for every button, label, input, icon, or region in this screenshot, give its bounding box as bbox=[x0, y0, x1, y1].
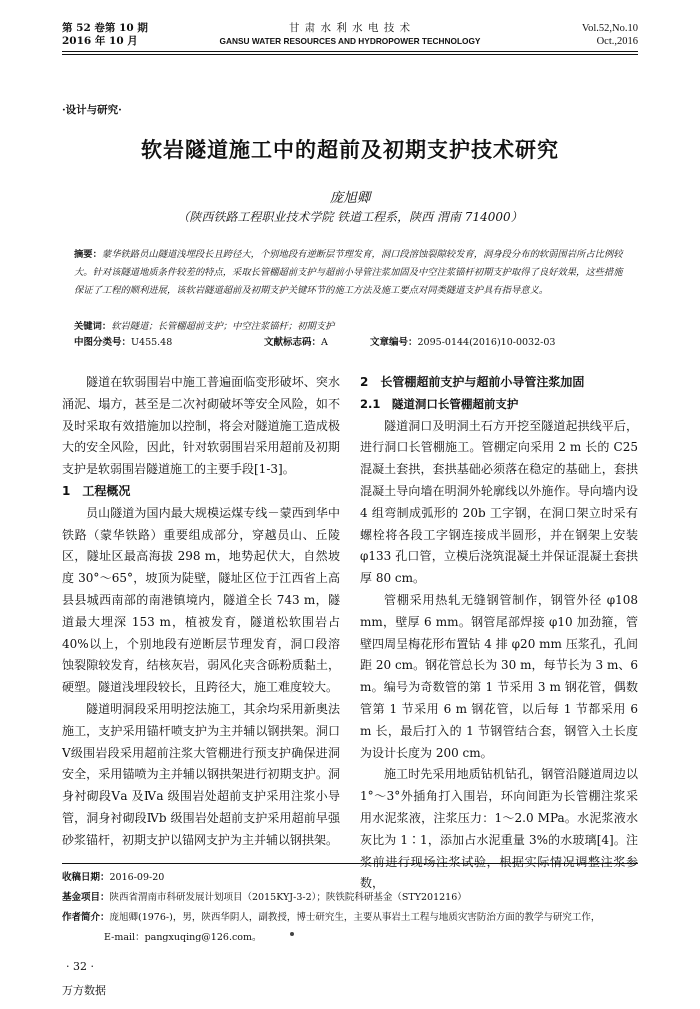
overview-paragraph: 员山隧道为国内最大规模运煤专线－蒙西到华中铁路（蒙华铁路）重要组成部分，穿越员山、丘陵区，隧址区最高海拔 298 m，地势起伏大，自然坡度 30°～65°，坡顶为陡壁，隧址区位于江西省上高县县城西南部的南港镇境内，隧道全长 743 m，隧道最大埋深 153 m，植被发育，隧道松软围岩占 40%以上，个别地段有逆断层节理发育，洞口段溶蚀裂隙较发育，结核灰岩，弱风化夹含砾粉质黏土，硬塑。隧道浅埋段较长，且跨径大，施工难度较大。 bbox=[62, 505, 340, 695]
header-rule bbox=[62, 51, 638, 52]
article-meta bbox=[74, 336, 630, 350]
body-right-column bbox=[360, 372, 638, 895]
doc-code-label: 文献标志码： bbox=[264, 337, 322, 348]
header-center bbox=[200, 22, 500, 48]
doc-code-value: A bbox=[321, 337, 328, 348]
author-bio-value: 庞旭卿(1976-)，男，陕西华阴人，副教授，博士研究生，主要从事岩土工程与地质灾害防治方面的教学与研究工作， bbox=[109, 912, 601, 923]
header-vol-en: Vol.52,No.10 bbox=[581, 23, 638, 34]
watermark-text: 万方数据 bbox=[62, 984, 106, 997]
intro-paragraph: 隧道在软弱围岩中施工普遍面临变形破坏、突水涌泥、塌方，甚至是二次衬砌破坏等安全风险，如不及时采取有效措施加以控制，将会对隧道施工造成极大的安全风险，因此，针对软弱围岩采用超前及初期支护是软弱围岩隧道施工的主要手段[1-3]。 bbox=[62, 375, 340, 477]
clc-value: U455.48 bbox=[131, 337, 173, 348]
author-bio-label: 作者简介： bbox=[62, 912, 110, 923]
paper-author: 庞旭卿 bbox=[329, 190, 371, 206]
abstract bbox=[74, 246, 630, 299]
clc-label: 中图分类号： bbox=[74, 337, 132, 348]
header-right bbox=[582, 22, 638, 48]
received-value: 2016-09-20 bbox=[109, 872, 165, 883]
section-heading-2: 2 长管棚超前支护与超前小导管注浆加固 bbox=[360, 375, 585, 389]
abstract-label: 摘要： bbox=[74, 249, 102, 260]
keywords-label: 关键词： bbox=[74, 321, 112, 332]
page-number: · 32 · bbox=[66, 960, 94, 973]
abstract-text: 蒙华铁路员山隧道浅埋段长且跨径大，个别地段有逆断层节理发育，洞口段溶蚀裂隙较发育，洞身段分布的软弱围岩所占比例较大。针对该隧道地质条件较差的特点，采取长管棚超前支护与超前小导管注浆加固及中空注浆锚杆初期支护取得了良好效果，这些措施保证了工程的顺利进展，该软岩隧道超前及初期支护关键环节的施工方法及施工要点对同类隧道支护具有指导意义。 bbox=[74, 249, 623, 296]
fund-line bbox=[62, 888, 638, 908]
email-line: E-mail：pangxuqing@126.com。 bbox=[104, 932, 262, 943]
section-tag: ·设计与研究· bbox=[62, 104, 122, 116]
header-date-en: Oct.,2016 bbox=[596, 36, 638, 47]
pipe-roof-paragraph-1: 隧道洞口及明洞土石方开挖至隧道起拱线平后，进行洞口长管棚施工。管棚定向采用 2 m 长的 C25 混凝土套拱，套拱基础必须落在稳定的基础上，套拱混凝土导向墙在明洞外轮廓线以外施作。导向墙内设 4 组弯制成弧形的 20b 工字钢，在洞口架立时采有螺栓将各段工字钢连接成半圆形，并在钢架上安装 φ133 孔口管，立模后浇筑混凝土并保证混凝土套拱厚 80 cm。 bbox=[360, 418, 638, 586]
construction-paragraph: 隧道明洞段采用明挖法施工，其余均采用新奥法施工，支护采用锚杆喷支护为主并辅以钢拱架。洞口Ⅴ级围岩段采用超前注浆大管棚进行预支护确保进洞安全，采用锚喷为主并辅以钢拱架进行初期支护。洞身衬砌段Ⅴa 及Ⅳa 级围岩处超前支护采用注浆小导管，洞身衬砌段Ⅳb 级围岩处超前支护采用超前早强砂浆锚杆，初期支护以锚网支护为主并辅以钢拱架。 bbox=[62, 701, 340, 847]
section-heading-1: 1 工程概况 bbox=[62, 483, 131, 498]
header-rule-thin bbox=[62, 54, 638, 55]
header-date: 2016 年 10 月 bbox=[62, 35, 138, 47]
header-journal-cn: 甘 肃 水 利 水 电 技 术 bbox=[288, 22, 412, 34]
received-label: 收稿日期： bbox=[62, 872, 110, 883]
pipe-roof-paragraph-3: 施工时先采用地质钻机钻孔，钢管沿隧道周边以 1°～3°外插角打入围岩，环向间距为长管棚注浆采用水泥浆液，注浆压力：1～2.0 MPa。水泥浆液水灰比为 1∶1，添加占水泥重量 3%的水玻璃[4]。注浆前进行现场注浆试验，根据实际情况调整注浆参数， bbox=[360, 767, 638, 891]
header-left bbox=[62, 22, 148, 48]
header-journal-en: GANSU WATER RESOURCES AND HYDROPOWER TECHNOLOGY bbox=[219, 36, 481, 46]
keywords bbox=[74, 318, 630, 335]
subsection-heading-2-1: 2.1 隧道洞口长管棚超前支护 bbox=[360, 396, 519, 411]
footnote-rule bbox=[62, 863, 638, 864]
fund-label: 基金项目： bbox=[62, 892, 110, 903]
footnotes bbox=[62, 868, 638, 948]
received-date-line bbox=[62, 868, 638, 888]
article-number-value: 2095-0144(2016)10-0032-03 bbox=[417, 337, 556, 348]
paper-affiliation: （陕西铁路工程职业技术学院 铁道工程系，陕西 渭南 714000） bbox=[177, 210, 523, 224]
keywords-text: 软岩隧道；长管棚超前支护；中空注浆锚杆；初期支护 bbox=[111, 321, 335, 332]
header-volume: 第 52 卷第 10 期 bbox=[62, 22, 148, 34]
fund-value: 陕西省渭南市科研发展计划项目（2015KYJ-3-2）；陕铁院科研基金（STY201216） bbox=[109, 892, 467, 903]
author-bio-line bbox=[62, 908, 638, 928]
paper-title: 软岩隧道施工中的超前及初期支护技术研究 bbox=[141, 137, 559, 162]
body-left-column bbox=[62, 372, 340, 852]
pipe-roof-paragraph-2: 管棚采用热轧无缝钢管制作，钢管外径 φ108 mm，壁厚 6 mm。钢管尾部焊接 φ10 加劲箍，管壁四周呈梅花形布置钻 4 排 φ20 mm 压浆孔，孔间距 20 cm。钢花管总长为 30 m，每节长为 3 m、6 m。编号为奇数管的第 1 节采用 3 m 钢花管，偶数管第 1 节采用 6 m 钢花管，以后每 1 节都采用 6 m 长，最后打入的 1 节钢管结合套，钢管入土长度为设计长度为 200 cm。 bbox=[360, 592, 638, 760]
scan-dot bbox=[290, 932, 294, 936]
article-number-label: 文章编号： bbox=[370, 337, 418, 348]
